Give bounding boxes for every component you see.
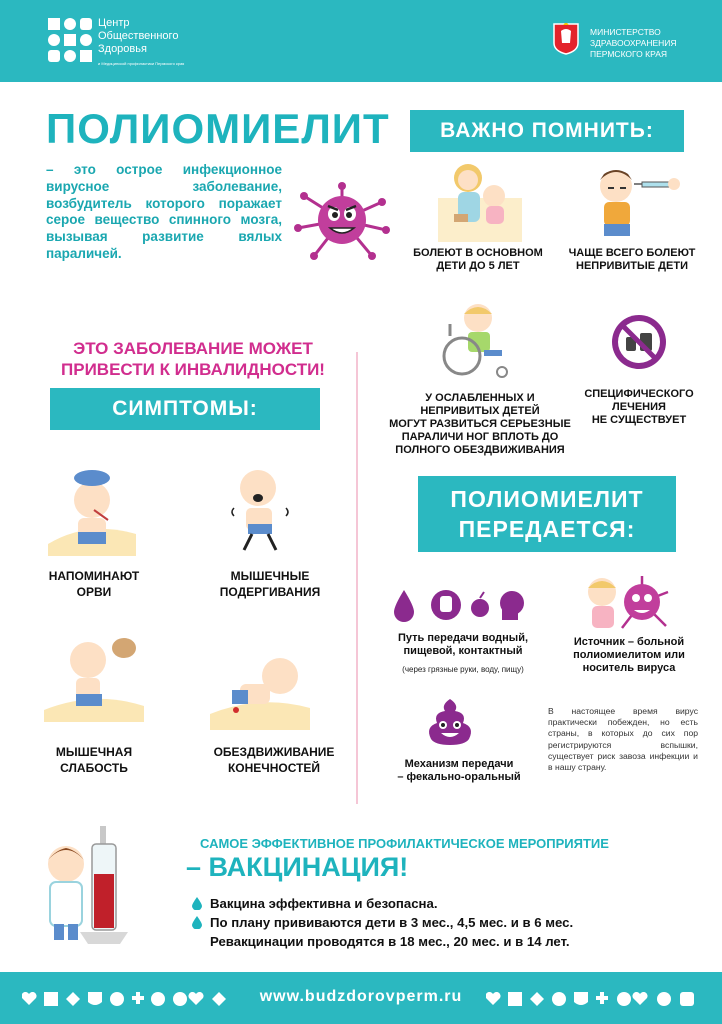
caption-twitching: МЫШЕЧНЫЕ ПОДЕРГИВАНИЯ [219, 569, 321, 599]
route-note: (через грязные руки, воду, пищу) [402, 665, 524, 674]
caption-paralysis: У ОСЛАБЛЕННЫХ И НЕПРИВИТЫХ ДЕТЕЙ МОГУТ РАЗВИТЬСЯ СЕРЬЕЗНЫЕ ПАРАЛИЧИ НОГ ВПЛОТЬ ДО ПОЛНОГО ОБЕЗДВИЖИВАНИЯ [389, 392, 571, 456]
source-child-virus-icon [580, 570, 672, 636]
ministry-name: МИНИСТЕРСТВО ЗДРАВООХРАНЕНИЯ ПЕРМСКОГО КРАЯ [590, 27, 677, 59]
poop-emoji-icon [425, 697, 475, 747]
vaccination-heading: САМОЕ ЭФФЕКТИВНОЕ ПРОФИЛАКТИЧЕСКОЕ МЕРОПРИЯТИЕ [200, 836, 609, 851]
immobile-child-icon [210, 650, 310, 730]
sick-child-icon [48, 460, 136, 556]
caption-unvaccinated: ЧАЩЕ ВСЕГО БОЛЕЮТ НЕПРИВИТЫЕ ДЕТИ [568, 247, 696, 272]
caption-no-treatment: СПЕЦИФИЧЕСКОГО ЛЕЧЕНИЯ НЕ СУЩЕСТВУЕТ [584, 388, 694, 426]
transmission-banner: ПОЛИОМИЕЛИТ ПЕРЕДАЕТСЯ: [418, 476, 676, 552]
situation-note: В настоящее время вирус практически побежден, но есть страны, в которых до сих пор регистрируются вспышки, существует риск завоза инфекции и в нашу страну. [548, 706, 698, 773]
caption-immobility: ОБЕЗДВИЖИВАНИЕ КОНЕЧНОСТЕЙ [213, 745, 335, 775]
page-title: ПОЛИОМИЕЛИТ [46, 105, 390, 152]
center-logo-icon [48, 18, 92, 62]
drop-icon [192, 916, 202, 929]
vaccination-list [190, 894, 573, 951]
unvaccinated-child-icon [588, 158, 680, 242]
list-item: Вакцина эффективна и безопасна. [190, 894, 573, 913]
disability-warning: ЭТО ЗАБОЛЕВАНИЕ МОЖЕТ ПРИВЕСТИ К ИНВАЛИДНОСТИ! [61, 339, 325, 379]
caption-source: Источник – больной полиомиелитом или носитель вируса [573, 636, 685, 674]
definition-text: – это острое инфекционное вирусное заболевание, возбудитель которого поражает серое вещество спинного мозга, вызывая развитие вялых параличей. [46, 162, 282, 261]
caption-mechanism: Механизм передачи – фекально-оральный [397, 758, 521, 783]
important-banner: ВАЖНО ПОМНИТЬ: [410, 110, 684, 152]
caption-weakness: МЫШЕЧНАЯ СЛАБОСТЬ [55, 745, 133, 775]
footer-pattern-right-icon [486, 992, 700, 1006]
vaccination-title: – ВАКЦИНАЦИЯ! [186, 852, 409, 882]
doctor-syringe-icon [36, 820, 148, 952]
center-subtitle: и Медицинской профилактики Пермского края [98, 61, 185, 66]
wheelchair-child-icon [440, 300, 516, 380]
list-item: По плану прививаются дети в 3 мес., 4,5 мес. и в 6 мес. [190, 913, 573, 932]
weak-child-icon [44, 626, 144, 722]
virus-icon [292, 180, 392, 260]
center-name: Центр Общественного Здоровья [98, 17, 179, 55]
drop-icon [192, 897, 202, 910]
footer-website-link[interactable]: www.budzdorovperm.ru [259, 988, 463, 1005]
perm-crest-icon [553, 23, 579, 55]
caption-orvi: НАПОМИНАЮТ ОРВИ [48, 569, 140, 599]
caption-route: Путь передачи водный, пищевой, контактный [397, 632, 529, 657]
caption-under-5: БОЛЕЮТ В ОСНОВНОМ ДЕТИ ДО 5 ЛЕТ [413, 247, 543, 272]
symptoms-banner: СИМПТОМЫ: [50, 388, 320, 430]
route-icons [392, 588, 532, 622]
twitching-child-icon [228, 466, 296, 554]
list-item: Ревакцинации проводятся в 18 мес., 20 мес. и в 14 лет. [210, 934, 570, 949]
mother-child-icon [438, 158, 522, 242]
section-divider [356, 352, 358, 804]
no-treatment-icon [610, 313, 668, 371]
